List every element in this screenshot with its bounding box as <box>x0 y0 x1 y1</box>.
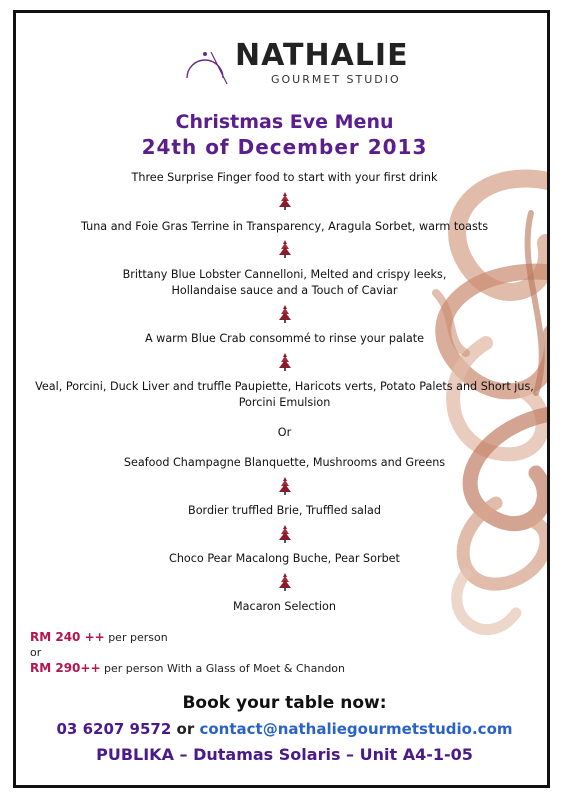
tree-divider-icon <box>278 524 292 544</box>
menu-course: Choco Pear Macalong Buche, Pear Sorbet <box>169 552 400 565</box>
menu-course: Bordier truffled Brie, Truffled salad <box>188 504 381 517</box>
price-amount: RM 240 ++ <box>30 630 105 644</box>
menu-course: Macaron Selection <box>233 600 336 613</box>
menu-title: Christmas Eve Menu <box>175 111 394 133</box>
price-note: per person <box>104 631 168 644</box>
address: PUBLIKA – Dutamas Solaris – Unit A4-1-05 <box>96 745 473 764</box>
price-or: or <box>30 646 42 659</box>
tree-divider-icon <box>278 191 292 211</box>
price-amount: RM 290++ <box>30 661 101 675</box>
contact-or: or <box>171 720 200 738</box>
tree-divider-icon <box>278 352 292 372</box>
menu-course: Tuna and Foie Gras Terrine in Transparency, Aragula Sorbet, warm toasts <box>80 220 489 233</box>
tree-divider-icon <box>278 476 292 496</box>
email-link[interactable]: contact@nathaliegourmetstudio.com <box>199 720 513 738</box>
price-note: per person With a Glass of Moet & Chandon <box>100 662 346 675</box>
menu-course: Hollandaise sauce and a Touch of Caviar <box>171 284 398 297</box>
menu-course: Porcini Emulsion <box>238 396 331 409</box>
tree-divider-icon <box>278 304 292 324</box>
menu-course: Veal, Porcini, Duck Liver and truffle Paupiette, Haricots verts, Potato Palets and Short jus, <box>35 380 534 393</box>
cloche-icon <box>181 34 233 86</box>
brand-subtitle: GOURMET STUDIO <box>271 73 401 86</box>
booking-heading: Book your table now: <box>182 693 387 713</box>
menu-course: Seafood Champagne Blanquette, Mushrooms and Greens <box>123 456 446 469</box>
menu-card <box>13 10 550 788</box>
phone-number[interactable]: 03 6207 9572 <box>56 720 172 738</box>
brand-name: NATHALIE <box>235 38 409 73</box>
menu-course: Three Surprise Finger food to start with your first drink <box>131 171 438 184</box>
tree-divider-icon <box>278 572 292 592</box>
brand-logo <box>181 34 421 94</box>
menu-date: 24th of December 2013 <box>141 135 428 159</box>
menu-course: Brittany Blue Lobster Cannelloni, Melted and crispy leeks, <box>122 268 447 281</box>
menu-or: Or <box>277 426 292 439</box>
menu-course: A warm Blue Crab consommé to rinse your palate <box>144 332 425 345</box>
contact-line <box>16 720 550 738</box>
tree-divider-icon <box>278 239 292 259</box>
price-line-2 <box>30 661 345 675</box>
price-line-1 <box>30 630 168 644</box>
